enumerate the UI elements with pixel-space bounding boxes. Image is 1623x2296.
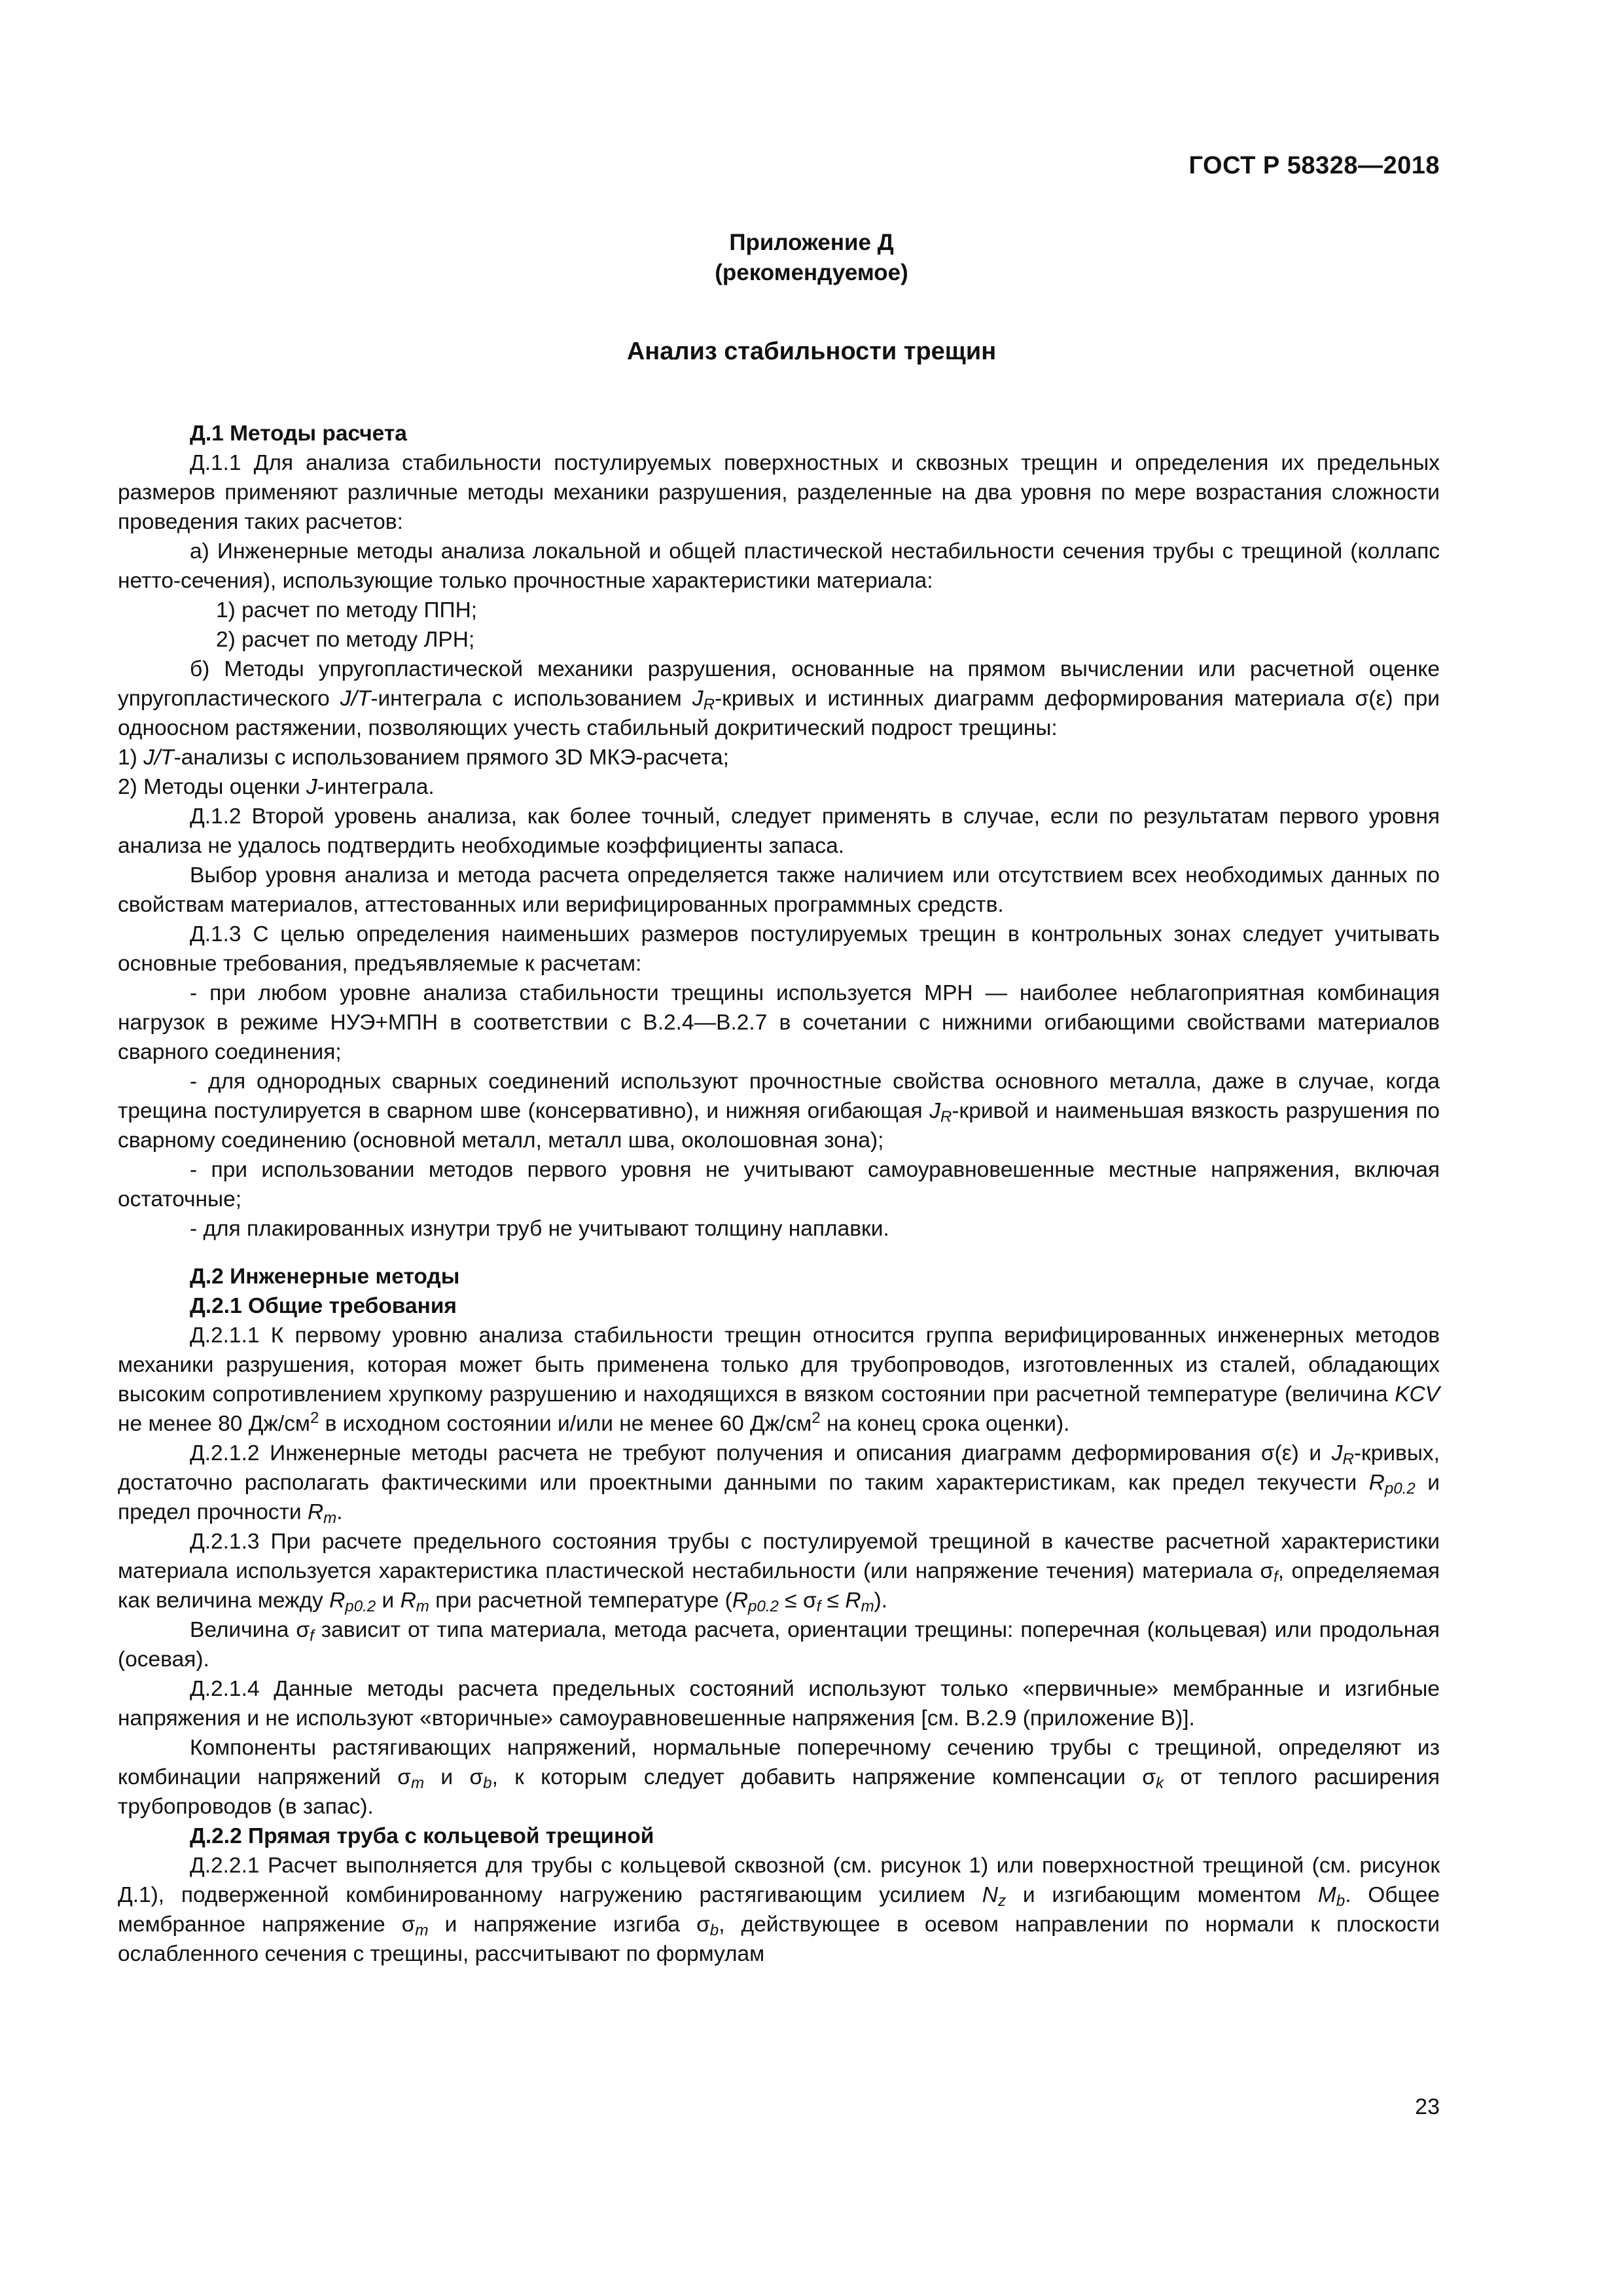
list-item-d1-b1: 1) J/T-анализы с использованием прямого 3D МКЭ-расчета; [118,745,729,770]
paragraph-d1-2b: Выбор уровня анализа и метода расчета определяется также наличием или отсутствием всех необходимых данных по свойствам материалов, аттестованных или верифицированных программных средств. [118,863,1440,917]
paragraph-d2-1-1: Д.2.1.1 К первому уровню анализа стабильности трещин относится группа верифицированных инженерных методов механики разрушения, которая может быть применена только для трубопроводов, изготовленных из сталей, обладающих высоким сопротивлением хрупкому разрушению и находящихся в вязком состоянии при расчетной температуре (величина KCV не менее 80 $Дж/см^2$ в исходном состоянии и/или не менее 60 $Дж/см^2$ на конец срока оценки). [118,1323,1440,1436]
paragraph-d2-1-2: Д.2.1.2 Инженерные методы расчета не требуют получения и описания диаграмм деформирования σ(ε) и $J_R$-кривых, достаточно располагать фактическими или проектными данными по таким характеристикам, как предел текучести $R_{p0.2}$ и предел прочности $R_m$. [118,1441,1440,1528]
paragraph-d2-1-4: Д.2.1.4 Данные методы расчета предельных состояний используют только «первичные» мембранные и изгибные напряжения и не используют «вторичные» самоуравновешенные напряжения [см. В.2.9 (приложение В)]. [118,1677,1440,1731]
list-item-d1-a1: 1) расчет по методу ППН; [216,598,478,622]
section-heading-d21: Д.2.1 Общие требования [190,1294,457,1318]
annex-status: (рекомендуемое) [715,260,908,285]
paragraph-d1-2: Д.1.2 Второй уровень анализа, как более точный, следует применять в случае, если по результатам первого уровня анализа не удалось подтвердить необходимые коэффициенты запаса. [118,804,1440,858]
section-heading-d2: Д.2 Инженерные методы [190,1265,460,1289]
list-item-d1-a2: 2) расчет по методу ЛРН; [216,628,475,652]
annex-heading [0,228,1623,288]
page-number: 23 [1415,2094,1440,2119]
section-heading-d1: Д.1 Методы расчета [190,422,407,446]
list-item-d1-b2: 2) Методы оценки J-интеграла. [118,775,435,799]
document-standard-code: ГОСТ Р 58328—2018 [1188,152,1440,179]
paragraph-d2-1-3: Д.2.1.3 При расчете предельного состояния трубы с постулируемой трещиной в качестве расчетной характеристики материала используется характеристика пластической нестабильности (или напряжение течения) материала $\sigma_f$, определяемая как величина между $R_{p0.2}$ и $R_m$ при расчетной температуре $(R_{p0.2} \le \sigma_f \le R_m)$. [118,1530,1440,1616]
paragraph-d1-3: Д.1.3 С целью определения наименьших размеров постулируемых трещин в контрольных зонах следует учитывать основные требования, предъявляемые к расчетам: [118,922,1440,976]
section-heading-d22: Д.2.2 Прямая труба с кольцевой трещиной [190,1824,654,1848]
paragraph-d1-b: б) Методы упругопластической механики разрушения, основанные на прямом вычислении или расчетной оценке упругопластического J/T-интеграла с использованием $J_R$-кривых и истинных диаграмм деформирования материала σ(ε) при одноосном растяжении, позволяющих учесть стабильный докритический подрост трещины: [118,657,1440,740]
paragraph-d1-a: а) Инженерные методы анализа локальной и общей пластической нестабильности сечения трубы с трещиной (коллапс нетто-сечения), использующие только прочностные характеристики материала: [118,539,1440,593]
paragraph-d2-1-4b: Компоненты растягивающих напряжений, нормальные поперечному сечению трубы с трещиной, определяют из комбинации напряжений $\sigma_m$ и $\sigma_b$, к которым следует добавить напряжение компенсации $\sigma_k$ от теплого расширения трубопроводов (в запас). [118,1736,1440,1819]
paragraph-d2-1-3b: Величина $\sigma_f$ зависит от типа материала, метода расчета, ориентации трещины: поперечная (кольцевая) или продольная (осевая). [118,1618,1440,1672]
list-item-d1-3c: - при использовании методов первого уровня не учитывают самоуравновешенные местные напряжения, включая остаточные; [118,1158,1440,1211]
page-title: Анализ стабильности трещин [626,338,997,365]
list-item-d1-3a: - при любом уровне анализа стабильности трещины используется МРН — наиболее неблагоприятная комбинация нагрузок в режиме НУЭ+МПН в соответствии с В.2.4—В.2.7 в сочетании с нижними огибающими свойствами материалов сварного соединения; [118,981,1440,1064]
annex-title: Приложение Д [729,230,894,255]
paragraph-d1-1: Д.1.1 Для анализа стабильности постулируемых поверхностных и сквозных трещин и определения их предельных размеров применяют различные методы механики разрушения, разделенные на два уровня по мере возрастания сложности проведения таких расчетов: [118,451,1440,534]
list-item-d1-3d: - для плакированных изнутри труб не учитывают толщину наплавки. [190,1217,889,1241]
document-body [118,419,1440,1969]
paragraph-d2-2-1: Д.2.2.1 Расчет выполняется для трубы с кольцевой сквозной (см. рисунок 1) или поверхностной трещиной (см. рисунок Д.1), подверженной комбинированному нагружению растягивающим усилием $N_z$ и изгибающим моментом $M_b$. Общее мембранное напряжение $\sigma_m$ и напряжение изгиба $\sigma_b$, действующее в осевом направлении по нормали к плоскости ослабленного сечения с трещины, рассчитывают по формулам [118,1854,1440,1966]
list-item-d1-3b: - для однородных сварных соединений используют прочностные свойства основного металла, даже в случае, когда трещина постулируется в сварном шве (консервативно), и нижняя огибающая $J_R$-кривой и наименьшая вязкость разрушения по сварному соединению (основной металл, металл шва, околошовная зона); [118,1069,1440,1153]
